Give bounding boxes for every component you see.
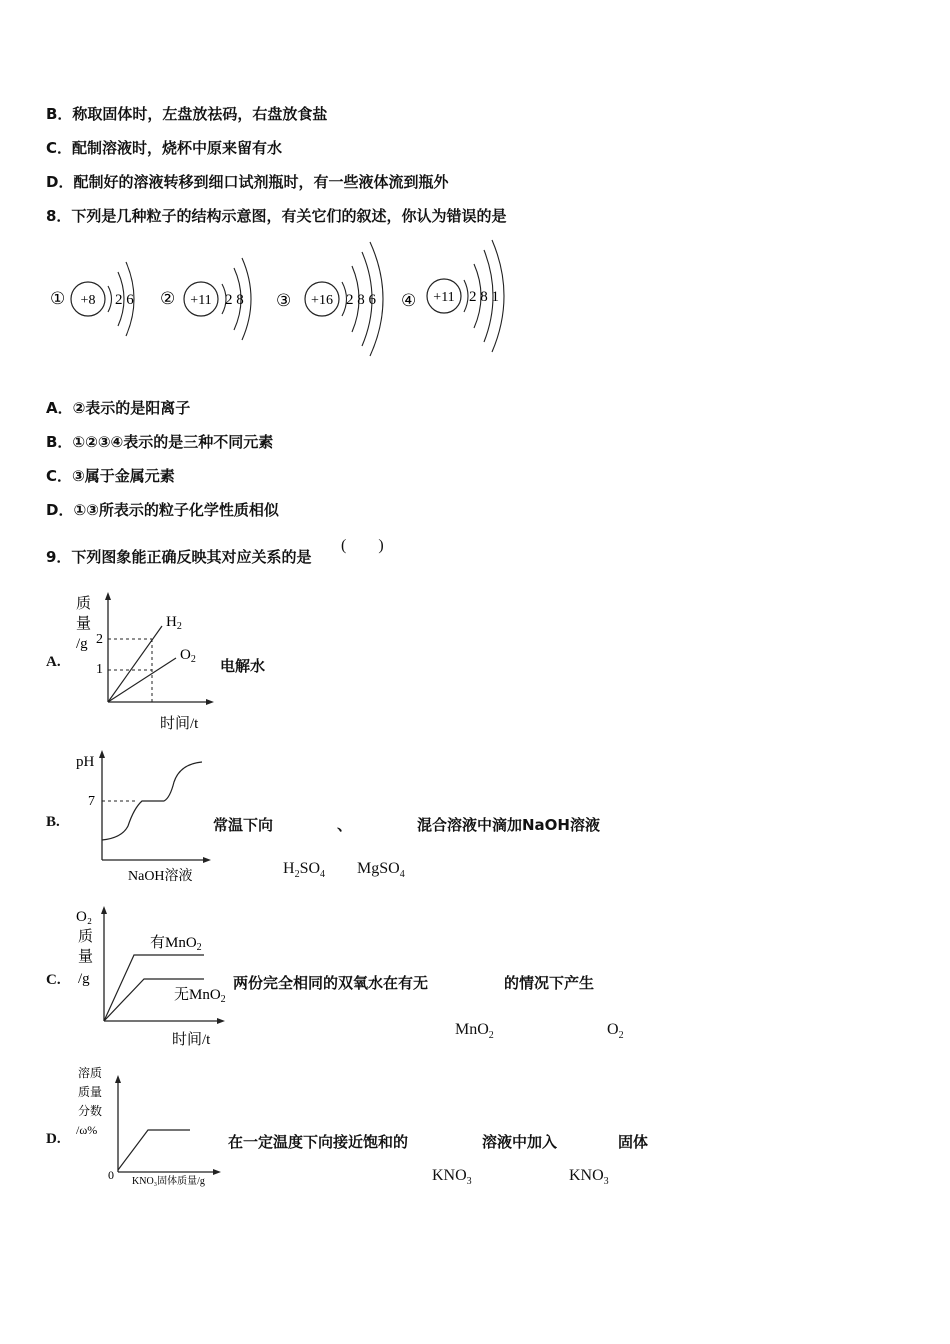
chart-c-xlabel: 时间/t (172, 1032, 211, 1048)
chart-a-ylabel-3: /g (76, 636, 88, 652)
q8-option-d: D．①③所表示的粒子化学性质相似 (46, 501, 279, 519)
chart-d-ylabel-4: /ω% (76, 1123, 98, 1137)
q7-option-d: D．配制好的溶液转移到细口试剂瓶时，有一些液体流到瓶外 (46, 173, 449, 191)
q9-option-a-label: A. (46, 654, 61, 670)
q9-option-c-formula-mno2: MnO$_2$ (455, 1021, 494, 1042)
q7-option-b: B．称取固体时，左盘放祛码，右盘放食盐 (46, 105, 328, 123)
particle-2-diagram (160, 258, 251, 340)
q9-option-b-text-3: 混合溶液中滴加NaOH溶液 (417, 816, 600, 834)
particle-3-diagram (276, 242, 383, 356)
q9-option-b-formula-mgso4: MgSO$_4$ (357, 860, 405, 881)
particle-1-shells: 2 6 (115, 292, 134, 308)
q9-option-d-label: D. (46, 1131, 61, 1147)
q9-answer-paren: ( ) (341, 537, 384, 554)
chart-c-legend-with: 有MnO$_2$ (150, 935, 202, 953)
particle-4-nucleus: +11 (433, 290, 455, 305)
q8-option-c: C．③属于金属元素 (46, 467, 175, 485)
particle-4-shells: 2 8 1 (469, 289, 499, 305)
particle-2-nucleus: +11 (190, 293, 212, 308)
chart-c-legend-without: 无MnO$_2$ (174, 987, 226, 1005)
q9-option-d-formula-kno3-2: $KNO_3$ (569, 1167, 609, 1188)
q8-option-a: A．②表示的是阳离子 (46, 399, 191, 417)
chart-c-ylabel-3: 量 (78, 949, 94, 965)
q7-option-c: C．配制溶液时，烧杯中原来留有水 (46, 139, 283, 157)
q9-option-c-formula-o2: $O_2$ (607, 1021, 624, 1042)
particle-3-label: ③ (276, 291, 292, 310)
chart-oxygen (70, 903, 245, 1053)
q9-stem: 9．下列图象能正确反映其对应关系的是 (46, 548, 312, 566)
chart-a-ytick-1: 1 (96, 662, 103, 677)
chart-a-series-o2 (108, 658, 176, 702)
chart-a-ylabel-1: 质 (76, 596, 92, 612)
chart-d-ylabel-1: 溶质 (78, 1066, 103, 1080)
chart-b-ylabel: pH (76, 754, 95, 770)
particle-1-diagram (50, 262, 134, 336)
atom-structure-diagrams (44, 238, 514, 368)
chart-a-xlabel: 时间/t (160, 716, 199, 732)
chart-c-ylabel-4: /g (78, 971, 90, 987)
q9-option-b-text-2: 、 (337, 816, 353, 834)
particle-1-nucleus: +8 (80, 293, 96, 308)
q9-option-d-text-2: 溶液中加入 (482, 1133, 558, 1151)
chart-b-ytick-7: 7 (88, 794, 95, 809)
chart-b-xlabel: NaOH溶液 (128, 869, 193, 884)
chart-d-xlabel: KNO₃固体质量/g (132, 1176, 205, 1187)
chart-electrolysis (70, 590, 230, 740)
particle-2-label: ② (160, 289, 176, 308)
chart-a-series-h2 (108, 626, 162, 702)
chart-a-legend-h2: $H_2$ (166, 614, 182, 632)
particle-1-label: ① (50, 289, 66, 308)
chart-c-ylabel-1: O₂ (76, 909, 93, 925)
chart-a-ytick-2: 2 (96, 632, 103, 647)
q9-option-c-label: C. (46, 972, 61, 988)
q8-option-b: B．①②③④表示的是三种不同元素 (46, 433, 274, 451)
q9-option-d-text-1: 在一定温度下向接近饱和的 (228, 1133, 409, 1151)
chart-d-curve (118, 1130, 190, 1170)
chart-d-ylabel-2: 质量 (78, 1085, 103, 1099)
chart-a-legend-o2: $O_2$ (180, 647, 196, 665)
q9-option-d-formula-kno3-1: $KNO_3$ (432, 1167, 472, 1188)
q8-stem: 8．下列是几种粒子的结构示意图，有关它们的叙述，你认为错误的是 (46, 207, 507, 225)
q9-option-b-text-1: 常温下向 (213, 816, 274, 834)
particle-4-diagram (401, 240, 504, 352)
chart-solubility (70, 1062, 235, 1192)
q9-option-c-text-1: 两份完全相同的双氧水在有无 (233, 974, 429, 992)
particle-4-label: ④ (401, 291, 417, 310)
q9-option-a-text: 电解水 (220, 657, 266, 675)
particle-2-shells: 2 8 (225, 292, 244, 308)
chart-d-origin: 0 (108, 1168, 114, 1182)
chart-a-ylabel-2: 量 (76, 616, 92, 632)
q9-option-b-label: B. (46, 814, 60, 830)
q9-option-c-text-2: 的情况下产生 (504, 974, 595, 992)
chart-c-ylabel-2: 质 (78, 929, 94, 945)
particle-3-nucleus: +16 (311, 293, 333, 308)
q9-option-b-formula-h2so4: $H_2SO_4$ (283, 860, 326, 881)
chart-ph (70, 748, 230, 888)
q9-option-d-text-3: 固体 (618, 1133, 649, 1151)
particle-3-shells: 2 8 6 (346, 292, 376, 308)
chart-d-ylabel-3: 分数 (78, 1104, 103, 1118)
